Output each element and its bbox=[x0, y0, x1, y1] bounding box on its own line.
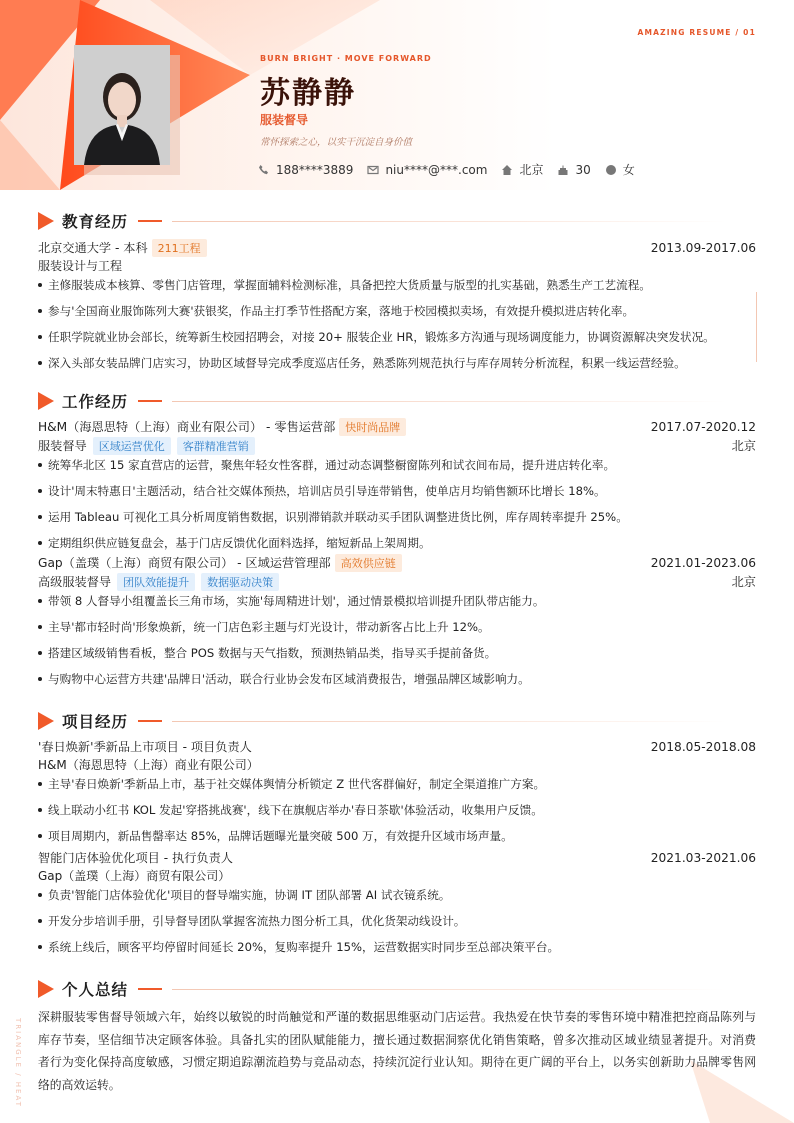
email-value: niu****@***.com bbox=[385, 162, 488, 177]
triangle-icon bbox=[38, 392, 54, 410]
section-header bbox=[38, 390, 756, 412]
major: 服装设计与工程 bbox=[38, 259, 123, 273]
list-item: 系统上线后，顾客平均停留时间延长 20%，复购率提升 15%，运营数据实时同步至总部决策平台。 bbox=[38, 937, 756, 963]
section-header bbox=[38, 210, 756, 232]
job-city: 北京 bbox=[731, 575, 756, 589]
job-date: 2017.07-2020.12 bbox=[650, 419, 756, 434]
list-item: 定期组织供应链复盘会，基于门店反馈优化面料选择，缩短新品上架周期。 bbox=[38, 533, 756, 553]
triangle-icon bbox=[38, 980, 54, 998]
list-item: 与购物中心运营方共建'品牌日'活动，联合行业协会发布区域消费报告，增强品牌区域影响力。 bbox=[38, 669, 756, 695]
summary-section bbox=[38, 978, 756, 1096]
list-item: 任职学院就业协会部长，统筹新生校园招聘会，对接 20+ 服装企业 HR，锻炼多方沟通与现场调度能力，协调资源解决突发状况。 bbox=[38, 327, 756, 353]
list-item: 参与'全国商业服饰陈列大赛'获银奖，作品主打季节性搭配方案，落地于校园模拟卖场，有效提升模拟进店转化率。 bbox=[38, 301, 756, 327]
section-header bbox=[38, 710, 756, 732]
education-date: 2013.09-2017.06 bbox=[650, 240, 756, 255]
company-name: H&M（海恩思特（上海）商业有限公司） - 零售运营部 bbox=[38, 420, 336, 434]
contact-bar bbox=[258, 161, 635, 178]
company-name: Gap（盖璞（上海）商贸有限公司） - 区域运营管理部 bbox=[38, 556, 331, 570]
job-title: 服装督导 bbox=[260, 113, 309, 127]
job-bullets bbox=[38, 591, 756, 695]
project-bullets bbox=[38, 774, 756, 848]
triangle-icon bbox=[38, 212, 54, 230]
user-icon bbox=[605, 164, 617, 176]
top-tag: AMAZING RESUME / 01 bbox=[637, 28, 756, 37]
profile-photo bbox=[74, 45, 170, 165]
projects-section bbox=[38, 710, 756, 963]
contact-city bbox=[501, 161, 543, 178]
city-value: 北京 bbox=[519, 163, 544, 177]
job-role: 服装督导 bbox=[38, 439, 87, 453]
project-name: 智能门店体验优化项目 - 执行负责人 bbox=[38, 851, 233, 865]
list-item: 主修服装成本核算、零售门店管理，掌握面辅料检测标准，具备把控大货质量与版型的扎实基础，熟悉生产工艺流程。 bbox=[38, 275, 756, 301]
motto: 常怀探索之心，以实干沉淀自身价值 bbox=[260, 137, 413, 148]
company-tag: 高效供应链 bbox=[335, 554, 402, 572]
job-row bbox=[38, 553, 756, 572]
project-org: H&M（海恩思特（上海）商业有限公司） bbox=[38, 758, 259, 772]
skill-tag: 团队效能提升 bbox=[117, 573, 195, 591]
job-role-row bbox=[38, 572, 756, 591]
job-role-row bbox=[38, 436, 756, 455]
slogan: BURN BRIGHT · MOVE FORWARD bbox=[260, 54, 432, 63]
list-item: 项目周期内，新品售罄率达 85%，品牌话题曝光量突破 500 万，有效提升区域市场声量。 bbox=[38, 826, 756, 848]
phone-value: 188****3889 bbox=[276, 162, 354, 177]
gender-value: 女 bbox=[622, 163, 635, 177]
person-name: 苏静静 bbox=[260, 76, 356, 111]
school-tag: 211工程 bbox=[152, 239, 207, 257]
project-row bbox=[38, 737, 756, 756]
list-item: 线上联动小红书 KOL 发起'穿搭挑战赛'，线下在旗舰店举办'春日茶歇'体验活动，收集用户反馈。 bbox=[38, 800, 756, 826]
job-bullets bbox=[38, 455, 756, 553]
contact-email bbox=[367, 163, 487, 177]
job-date: 2021.01-2023.06 bbox=[650, 555, 756, 570]
divider bbox=[756, 292, 757, 362]
contact-gender bbox=[605, 161, 635, 178]
job-role: 高级服装督导 bbox=[38, 575, 112, 589]
job-row bbox=[38, 417, 756, 436]
project-org: Gap（盖璞（上海）商贸有限公司） bbox=[38, 869, 231, 883]
section-title: 工作经历 bbox=[62, 393, 129, 411]
triangle-icon bbox=[38, 712, 54, 730]
education-row bbox=[38, 238, 756, 257]
age-value: 30 bbox=[575, 162, 591, 177]
project-bullets bbox=[38, 885, 756, 963]
cake-icon bbox=[557, 164, 569, 176]
section-title: 教育经历 bbox=[62, 213, 129, 231]
education-bullets bbox=[38, 275, 756, 379]
project-name: '春日焕新'季新品上市项目 - 项目负责人 bbox=[38, 740, 252, 754]
company-tag: 快时尚品牌 bbox=[339, 418, 406, 436]
project-date: 2021.03-2021.06 bbox=[650, 850, 756, 865]
list-item: 深入头部女装品牌门店实习，协助区域督导完成季度巡店任务，熟悉陈列规范执行与库存周转分析流程，积累一线运营经验。 bbox=[38, 353, 756, 379]
job-city: 北京 bbox=[731, 439, 756, 453]
list-item: 搭建区域级销售看板，整合 POS 数据与天气指数，预测热销品类，指导买手提前备货。 bbox=[38, 643, 756, 669]
contact-age bbox=[557, 163, 590, 177]
contact-phone bbox=[258, 163, 353, 177]
side-text: TRIANGLE / HEAT bbox=[14, 1018, 22, 1108]
education-section bbox=[38, 210, 756, 379]
summary-text: 深耕服装零售督导领域六年，始终以敏锐的时尚触觉和严谨的数据思维驱动门店运营。我热爱在快节奏的零售环境中精准把控商品陈列与库存节奏，坚信细节决定顾客体验。具备扎实的团队赋能能力，擅长通过数据洞察优化销售策略，曾多次推动区域业绩显著提升。对消费者行为变化保持高度敏感，习惯定期追踪潮流趋势与竞品动态，持续沉淀行业认知。期待在更广阔的平台上，以务实创新助力品牌零售网络的高效运转。 bbox=[38, 1010, 756, 1092]
list-item: 统筹华北区 15 家直营店的运营，聚焦年轻女性客群，通过动态调整橱窗陈列和试衣间布局，提升进店转化率。 bbox=[38, 455, 756, 481]
list-item: 负责'智能门店体验优化'项目的督导端实施，协调 IT 团队部署 AI 试衣镜系统。 bbox=[38, 885, 756, 911]
section-title: 项目经历 bbox=[62, 713, 129, 731]
mail-icon bbox=[367, 164, 379, 176]
school-name: 北京交通大学 - 本科 bbox=[38, 241, 148, 255]
home-icon bbox=[501, 164, 513, 176]
project-row bbox=[38, 848, 756, 867]
skill-tag: 区域运营优化 bbox=[93, 437, 171, 455]
list-item: 主导'春日焕新'季新品上市，基于社交媒体舆情分析锁定 Z 世代客群偏好，制定全渠道推广方案。 bbox=[38, 774, 756, 800]
list-item: 带领 8 人督导小组覆盖长三角市场，实施'每周精进计划'，通过情景模拟培训提升团队带店能力。 bbox=[38, 591, 756, 617]
phone-icon bbox=[258, 164, 270, 176]
list-item: 运用 Tableau 可视化工具分析周度销售数据，识别滞销款并联动买手团队调整进货比例，库存周转率提升 25%。 bbox=[38, 507, 756, 533]
list-item: 主导'都市轻时尚'形象焕新，统一门店色彩主题与灯光设计，带动新客占比上升 12%。 bbox=[38, 617, 756, 643]
list-item: 设计'周末特惠日'主题活动，结合社交媒体预热，培训店员引导连带销售，使单店月均销售额环比增长 18%。 bbox=[38, 481, 756, 507]
project-date: 2018.05-2018.08 bbox=[650, 739, 756, 754]
work-section bbox=[38, 390, 756, 695]
section-title: 个人总结 bbox=[62, 981, 129, 999]
list-item: 开发分步培训手册，引导督导团队掌握客流热力图分析工具，优化货架动线设计。 bbox=[38, 911, 756, 937]
skill-tag: 数据驱动决策 bbox=[201, 573, 279, 591]
section-header bbox=[38, 978, 756, 1000]
skill-tag: 客群精准营销 bbox=[177, 437, 255, 455]
